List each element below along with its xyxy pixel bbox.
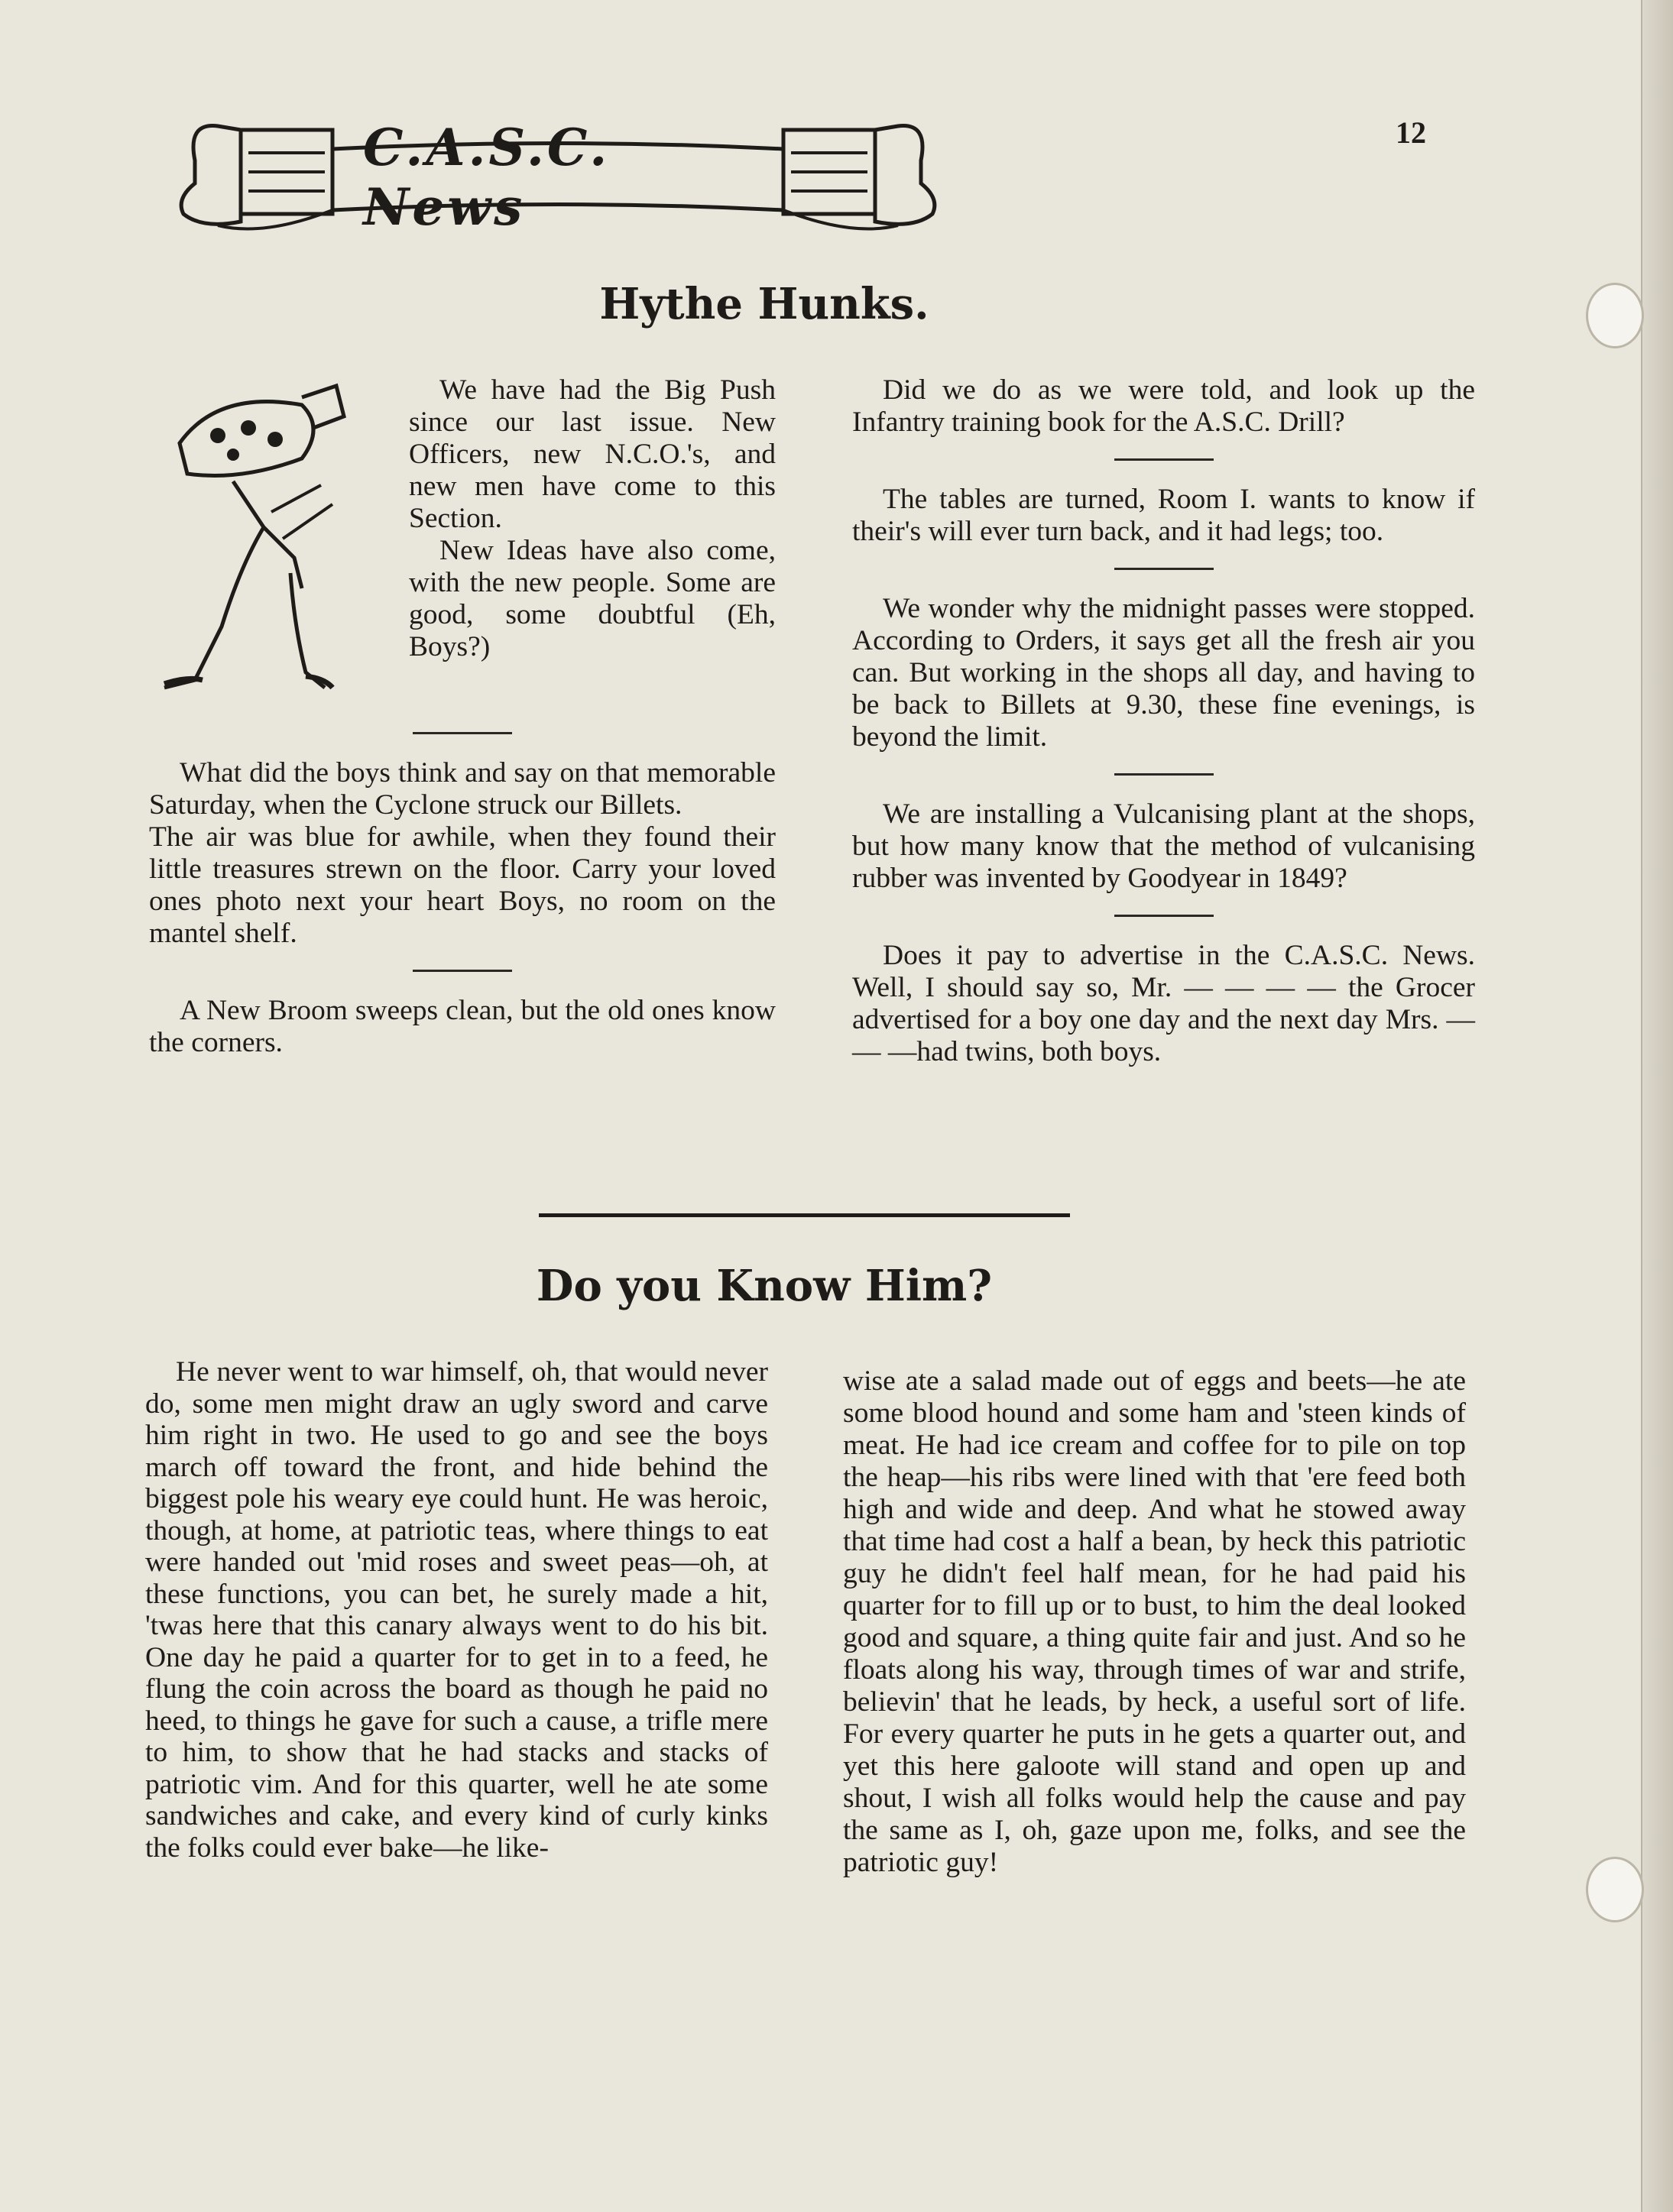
paragraph: The tables are turned, Room I. wants to know if their's will ever turn back, and it had legs; too. [852, 484, 1475, 547]
paragraph: We have had the Big Push since our last issue. New Officers, new N.C.O.'s, and new men have come to this Section. [409, 374, 776, 534]
paragraph: The air was blue for awhile, when they found their little treasures strewn on the floor. Carry your loved ones photo next your heart Boys, no room on the mantel shelf. [149, 821, 776, 949]
paragraph: Did we do as we were told, and look up the Infantry training book for the A.S.C. Drill? [852, 374, 1475, 438]
section-heading-do-you-know-him: Do you Know Him? [536, 1261, 993, 1311]
section-divider [539, 1213, 1070, 1217]
section-heading-hythe-hunks: Hythe Hunks. [599, 279, 929, 329]
poem-right-column [843, 1365, 1466, 1879]
paragraph: He never went to war himself, oh, that would never do, some men might draw an ugly sword and carve him right in two. He used to go and see the boys march off toward the front, and hide behind the biggest pole his weary eye could hunt. He was heroic, though, at home, at patriotic teas, where things to eat were handed out 'mid roses and sweet peas—oh, at these functions, you can bet, he surely made a hit, 'twas here that this canary always went to do his bit. One day he paid a quarter for to get in to a feed, he flung the coin across the board as though he paid no heed, to things he gave for such a cause, a trifle mere to him, to show that he had stacks and stacks of patriotic vim. And for this quarter, well he ate some sandwiches and cake, and every kind of curly kinks the folks could ever bake—he like- [145, 1356, 768, 1864]
hythe-right-column [852, 374, 1475, 1068]
divider [413, 970, 512, 972]
paragraph: wise ate a salad made out of eggs and beets—he ate some blood hound and some ham and 'steen kinds of meat. He had ice cream and coffee for to pile on top the heap—his ribs were lined with that 'ere feed both high and wide and deep. And what he stowed away that time had cost a half a bean, by heck this patriotic guy he didn't feel half mean, for he had paid his quarter for to fill up or to bust, to him the deal looked good and square, a thing quite fair and just. And so he floats along his way, through times of war and strife, believin' that he leads, by heck, a useful sort of life. For every quarter he puts in he gets a quarter out, and yet this here galoote will stand and open up and shout, I wish all folks would help the cause and pay the same as I, oh, gaze upon me, folks, and see the patriotic guy! [843, 1365, 1466, 1878]
punch-hole [1586, 1857, 1644, 1922]
masthead-title: C.A.S.C. News [363, 118, 611, 237]
page-number: 12 [1396, 115, 1426, 150]
poem-left-column [145, 1356, 768, 1864]
paragraph: New Ideas have also come, with the new people. Some are good, some doubtful (Eh, Boys?) [409, 535, 776, 662]
divider [413, 732, 512, 734]
paragraph: A New Broom sweeps clean, but the old ones know the corners. [149, 995, 776, 1058]
divider [1114, 773, 1214, 776]
punch-hole [1586, 283, 1644, 348]
hythe-left-column [149, 374, 776, 1059]
masthead [172, 107, 944, 241]
paragraph: What did the boys think and say on that memorable Saturday, when the Cyclone struck our Billets. [149, 757, 776, 821]
illustration-spacer [149, 374, 409, 726]
divider [1114, 915, 1214, 917]
divider [1114, 458, 1214, 461]
soldier-illustration [149, 374, 378, 711]
page-edge [1641, 0, 1673, 2212]
paragraph: We wonder why the midnight passes were stopped. According to Orders, it says get all the fresh air you can. But working in the shops all day, and having to be back to Billets at 9.30, these fine evenings, is beyond the limit. [852, 593, 1475, 753]
paragraph: Does it pay to advertise in the C.A.S.C. News. Well, I should say so, Mr. — — — — the Grocer advertised for a boy one day and the next day Mrs. — — —had twins, both boys. [852, 940, 1475, 1067]
divider [1114, 568, 1214, 570]
paragraph: We are installing a Vulcanising plant at the shops, but how many know that the method of vulcanising rubber was invented by Goodyear in 1849? [852, 798, 1475, 894]
